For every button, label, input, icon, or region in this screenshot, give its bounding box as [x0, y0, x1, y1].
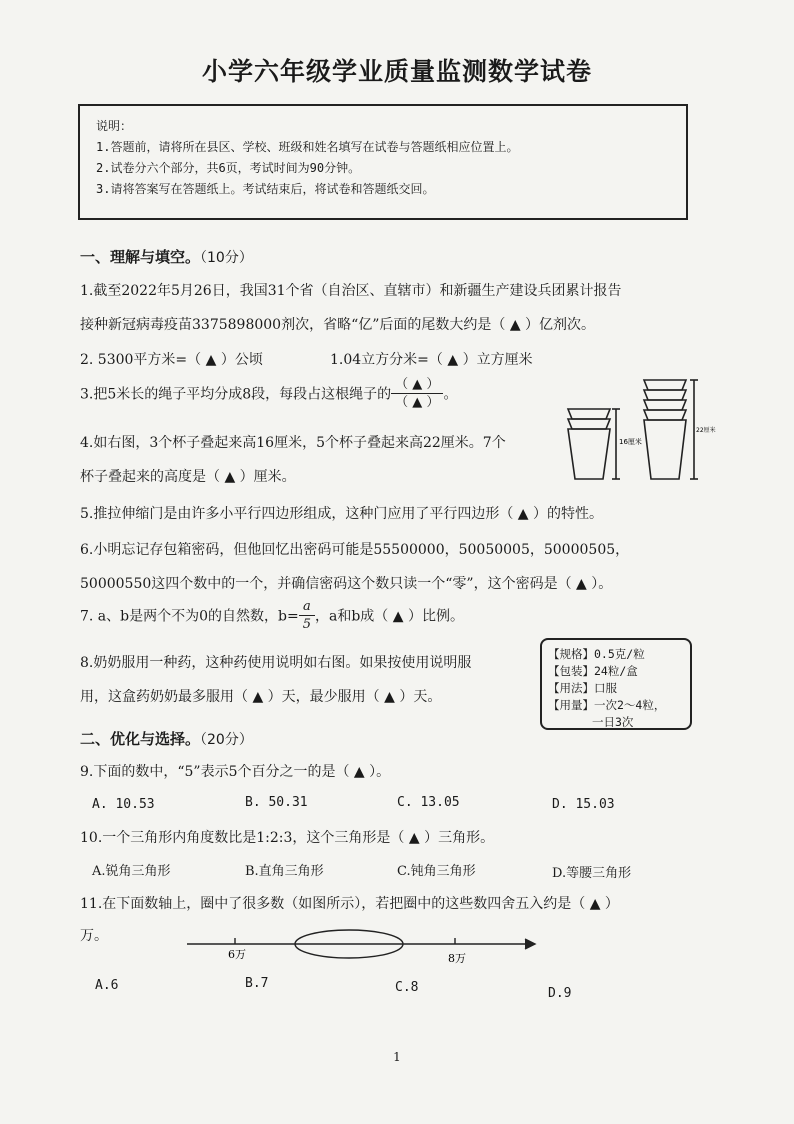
- option-c: C. 13.05: [397, 795, 460, 810]
- section-points: （20分）: [200, 732, 253, 748]
- option-b: B.直角三角形: [245, 864, 324, 879]
- question-7: [80, 598, 464, 633]
- option-b: B.7: [245, 976, 269, 991]
- height-label-16: 16厘米: [619, 438, 642, 446]
- option-a: A. 10.53: [92, 797, 155, 812]
- option-c: C.8: [395, 980, 419, 995]
- instruction-item: 3.请将答案写在答题纸上。考试结束后，将试卷和答题纸交回。: [96, 182, 435, 196]
- fraction-denominator: 5: [302, 617, 311, 632]
- number-line-figure: [185, 920, 545, 968]
- tick-label-8: 8万: [448, 952, 466, 965]
- tick-label-6: 6万: [228, 948, 246, 961]
- question-4-line-1: 4.如右图，3个杯子叠起来高16厘米，5个杯子叠起来高22厘米。7个: [80, 435, 506, 451]
- medicine-package: 【包装】24粒/盒: [548, 664, 638, 678]
- option-b: B. 50.31: [245, 795, 308, 810]
- instruction-item: 1.答题前，请将所在县区、学校、班级和姓名填写在试卷与答题纸相应位置上。: [96, 140, 519, 154]
- instructions-box: [78, 104, 688, 220]
- option-d: D.等腰三角形: [552, 866, 632, 881]
- page-number: 1: [393, 1050, 401, 1064]
- option-c: C.钝角三角形: [397, 864, 476, 879]
- question-7-post: ，a和b成（ ▲ ）比例。: [315, 608, 464, 625]
- question-8-line-2: 用，这盒药奶奶最多服用（ ▲ ）天，最少服用（ ▲ ）天。: [80, 689, 442, 705]
- question-3-text: 3.把5米长的绳子平均分成8段，每段占这根绳子的: [80, 386, 392, 403]
- question-11-line-2: 万。: [80, 928, 108, 944]
- section-title: 一、理解与填空。: [80, 248, 201, 266]
- question-2-part-2: 1.04立方分米=（ ▲ ）立方厘米: [330, 352, 533, 368]
- fraction-numerator: （ ▲ ）: [391, 376, 443, 394]
- medicine-spec: 【规格】0.5克/粒: [548, 647, 645, 661]
- page-title: 小学六年级学业质量监测数学试卷: [201, 57, 592, 86]
- question-6-line-2: 50000550这四个数中的一个，并确信密码这个数只读一个“零”，这个密码是（ ▲ ）。: [80, 576, 613, 592]
- instruction-item: 2.试卷分六个部分，共6页，考试时间为90分钟。: [96, 161, 361, 175]
- section-points: （10分）: [200, 250, 253, 266]
- medicine-instructions-box: [540, 638, 692, 730]
- height-label-22: 22厘米: [696, 427, 716, 434]
- question-3-end: 。: [443, 386, 458, 403]
- question-3: [80, 376, 457, 411]
- medicine-usage: 【用法】口服: [548, 681, 617, 695]
- question-2-part-1: 2. 5300平方米=（ ▲ ）公顷: [80, 352, 263, 368]
- question-8-line-1: 8.奶奶服用一种药，这种药使用说明如右图。如果按使用说明服: [80, 655, 472, 671]
- question-10: 10.一个三角形内角度数比是1:2:3，这个三角形是（ ▲ ）三角形。: [80, 830, 495, 846]
- medicine-dosage: 【用量】一次2～4粒，: [548, 698, 666, 712]
- option-a: A.6: [95, 978, 119, 993]
- question-5: 5.推拉伸缩门是由许多小平行四边形组成，这种门应用了平行四边形（ ▲ ）的特性。: [80, 506, 604, 522]
- question-4-line-2: 杯子叠起来的高度是（ ▲ ）厘米。: [80, 469, 296, 485]
- question-1-line-1: 1.截至2022年5月26日，我国31个省（自治区、直辖市）和新疆生产建设兵团累计报告: [80, 283, 622, 299]
- section-1-heading: [80, 246, 253, 267]
- fraction-a-over-5: [299, 598, 315, 633]
- question-9: 9.下面的数中，“5”表示5个百分之一的是（ ▲ ）。: [80, 764, 391, 780]
- question-6-line-1: 6.小明忘记存包箱密码，但他回忆出密码可能是55500000，50050005，50000505，: [80, 542, 630, 558]
- question-7-pre: 7. a、b是两个不为0的自然数，b=: [80, 608, 299, 625]
- option-a: A.锐角三角形: [92, 864, 171, 879]
- fraction-blank: [391, 376, 443, 411]
- fraction-numerator: a: [299, 598, 315, 616]
- stacked-cups-figure: [560, 376, 716, 486]
- medicine-frequency: 一日3次: [592, 715, 634, 729]
- question-1-line-2: 接种新冠病毒疫苗3375898000剂次，省略“亿”后面的尾数大约是（ ▲ ）亿剂次。: [80, 317, 596, 333]
- question-11-line-1: 11.在下面数轴上，圈中了很多数（如图所示），若把圈中的这些数四舍五入约是（ ▲ ）: [80, 896, 619, 912]
- option-d: D.9: [548, 986, 572, 1001]
- option-d: D. 15.03: [552, 797, 615, 812]
- section-2-heading: [80, 728, 253, 749]
- instructions-heading: 说明：: [96, 119, 133, 133]
- section-title: 二、优化与选择。: [80, 730, 201, 748]
- fraction-denominator: （ ▲ ）: [395, 395, 440, 410]
